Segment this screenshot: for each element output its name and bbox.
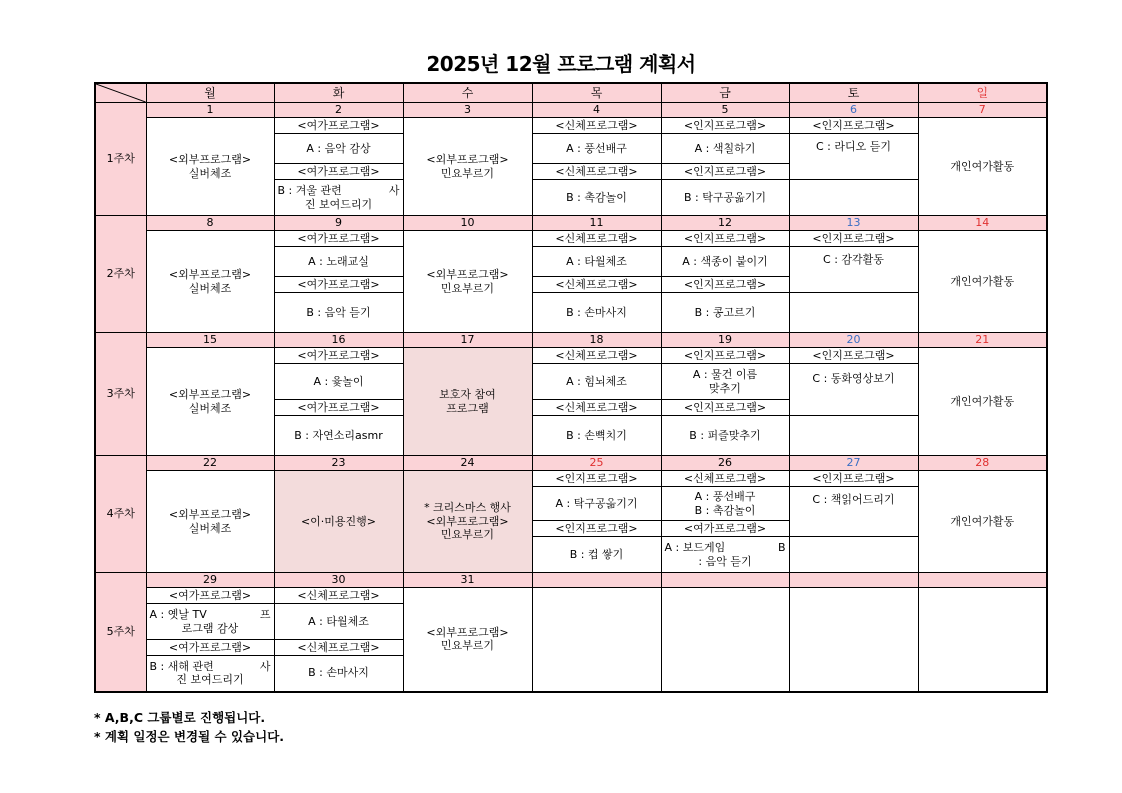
week-label: 3주차 xyxy=(95,333,146,456)
date-cell xyxy=(918,573,1047,588)
date-cell-sun: 21 xyxy=(918,333,1047,348)
program-tag: <신체프로그램> xyxy=(532,231,661,247)
program-tag: <인지프로그램> xyxy=(661,118,789,134)
program-tag: <여가프로그램> xyxy=(274,231,403,247)
program-tag: <인지프로그램> xyxy=(661,348,789,364)
date-cell: 24 xyxy=(403,456,532,471)
day-header-thu: 목 xyxy=(532,83,661,103)
program-tag: <여가프로그램> xyxy=(146,640,274,656)
date-cell: 15 xyxy=(146,333,274,348)
program-tag: <인지프로그램> xyxy=(789,118,918,134)
date-cell xyxy=(532,573,661,588)
program-text: A : 색칠하기 xyxy=(661,134,789,164)
day-header-tue: 화 xyxy=(274,83,403,103)
program-tag: <여가프로그램> xyxy=(274,118,403,134)
program-tag: <인지프로그램> xyxy=(789,231,918,247)
empty-cell xyxy=(918,588,1047,692)
date-cell: 29 xyxy=(146,573,274,588)
date-cell: 23 xyxy=(274,456,403,471)
program-text: A : 타월체조 xyxy=(532,247,661,277)
page-title: 2025년 12월 프로그램 계획서 xyxy=(426,52,696,76)
empty-cell xyxy=(661,588,789,692)
date-cell: 2 xyxy=(274,103,403,118)
program-text: C : 책읽어드리기 xyxy=(789,487,918,537)
program-tag: <외부프로그램> xyxy=(168,152,252,166)
program-text: 민요부르기 xyxy=(440,281,495,295)
program-text: B : 손마사지 xyxy=(532,293,661,333)
program-tag: <인지프로그램> xyxy=(661,400,789,416)
program-text: B : 손마사지 xyxy=(274,656,403,692)
week-label: 4주차 xyxy=(95,456,146,573)
program-text: A : 옛날 TV 프 로그램 감상 xyxy=(146,604,274,640)
program-cell: 개인여가활동 xyxy=(918,231,1047,333)
schedule-table xyxy=(94,82,1048,693)
date-cell-sat: 13 xyxy=(789,216,918,231)
date-cell-sun: 28 xyxy=(918,456,1047,471)
day-header-mon: 월 xyxy=(146,83,274,103)
empty-cell xyxy=(789,588,918,692)
program-cell: 개인여가활동 xyxy=(918,118,1047,216)
program-tag: <외부프로그램> xyxy=(168,507,252,521)
date-cell: 16 xyxy=(274,333,403,348)
date-cell-sun: 7 xyxy=(918,103,1047,118)
program-cell xyxy=(403,588,532,692)
program-text: 민요부르기 xyxy=(440,166,495,180)
date-cell: 19 xyxy=(661,333,789,348)
program-text: A : 노래교실 xyxy=(274,247,403,277)
program-text: A : 힘뇌체조 xyxy=(532,364,661,400)
date-cell: 31 xyxy=(403,573,532,588)
date-cell xyxy=(661,573,789,588)
date-cell-sat: 27 xyxy=(789,456,918,471)
program-cell: 개인여가활동 xyxy=(918,348,1047,456)
program-tag: <외부프로그램> xyxy=(426,152,509,166)
program-text: B : 손뼉치기 xyxy=(532,416,661,456)
date-cell: 5 xyxy=(661,103,789,118)
empty-cell xyxy=(789,293,918,333)
program-text: B : 자연소리asmr xyxy=(274,416,403,456)
program-text: A : 풍선배구 xyxy=(532,134,661,164)
program-tag: <인지프로그램> xyxy=(532,471,661,487)
date-cell xyxy=(789,573,918,588)
program-cell xyxy=(146,231,274,333)
program-text: B : 컵 쌓기 xyxy=(532,537,661,573)
date-cell: 3 xyxy=(403,103,532,118)
date-cell: 9 xyxy=(274,216,403,231)
program-tag: <여가프로그램> xyxy=(661,521,789,537)
program-tag: <여가프로그램> xyxy=(274,164,403,180)
program-tag: <외부프로그램> xyxy=(168,387,252,401)
program-tag: <신체프로그램> xyxy=(661,471,789,487)
date-cell: 18 xyxy=(532,333,661,348)
program-cell: 개인여가활동 xyxy=(918,471,1047,573)
week-label: 2주차 xyxy=(95,216,146,333)
program-text: B : 퍼즐맞추기 xyxy=(661,416,789,456)
program-text: 실버체조 xyxy=(188,166,232,180)
empty-cell xyxy=(789,537,918,573)
date-cell-sun: 14 xyxy=(918,216,1047,231)
program-tag: <외부프로그램> xyxy=(168,267,252,281)
footnotes xyxy=(94,708,284,746)
program-tag: <여가프로그램> xyxy=(274,400,403,416)
program-text: 실버체조 xyxy=(188,281,232,295)
date-cell: 30 xyxy=(274,573,403,588)
program-text: 민요부르기 xyxy=(440,639,495,653)
empty-cell xyxy=(789,180,918,216)
program-tag: <인지프로그램> xyxy=(789,471,918,487)
corner-cell xyxy=(95,83,146,103)
program-tag: <신체프로그램> xyxy=(532,118,661,134)
program-tag: <신체프로그램> xyxy=(274,640,403,656)
program-text: C : 감각활동 xyxy=(789,247,918,293)
date-cell: 10 xyxy=(403,216,532,231)
program-text: A : 색종이 붙이기 xyxy=(661,247,789,277)
program-text: A : 윷놀이 xyxy=(274,364,403,400)
program-text: B : 콩고르기 xyxy=(661,293,789,333)
program-text: A : 풍선배구 B : 촉감놀이 xyxy=(661,487,789,521)
date-cell-sat: 6 xyxy=(789,103,918,118)
date-cell: 4 xyxy=(532,103,661,118)
date-cell-holiday: 25 xyxy=(532,456,661,471)
program-text: A : 물건 이름 맞추기 xyxy=(661,364,789,400)
day-header-sat: 토 xyxy=(789,83,918,103)
program-tag: <인지프로그램> xyxy=(661,164,789,180)
program-text: 실버체조 xyxy=(188,521,232,535)
footnote: * A,B,C 그룹별로 진행됩니다. xyxy=(94,710,266,725)
week-label: 1주차 xyxy=(95,103,146,216)
guardian-program-cell: 보호자 참여 프로그램 xyxy=(403,348,532,456)
program-text: A : 타월체조 xyxy=(274,604,403,640)
program-cell xyxy=(403,231,532,333)
program-tag: <인지프로그램> xyxy=(661,277,789,293)
footnote: * 계획 일정은 변경될 수 있습니다. xyxy=(94,729,285,744)
program-tag: <신체프로그램> xyxy=(532,164,661,180)
program-text: B : 음악 듣기 xyxy=(274,293,403,333)
empty-cell xyxy=(789,416,918,456)
date-cell: 12 xyxy=(661,216,789,231)
christmas-event-cell: * 크리스마스 행사 <외부프로그램> 민요부르기 xyxy=(403,471,532,573)
date-cell: 8 xyxy=(146,216,274,231)
program-text: 실버체조 xyxy=(188,401,232,415)
date-cell: 1 xyxy=(146,103,274,118)
date-cell: 17 xyxy=(403,333,532,348)
day-header-wed: 수 xyxy=(403,83,532,103)
program-tag: <여가프로그램> xyxy=(146,588,274,604)
program-text: B : 탁구공옮기기 xyxy=(661,180,789,216)
program-text: B : 겨울 관련 사 진 보여드리기 xyxy=(274,180,403,216)
program-tag: <인지프로그램> xyxy=(789,348,918,364)
beauty-program-cell: <이·미용진행> xyxy=(274,471,403,573)
program-tag: <여가프로그램> xyxy=(274,277,403,293)
program-tag: <신체프로그램> xyxy=(532,277,661,293)
program-cell xyxy=(146,118,274,216)
program-text: B : 촉감놀이 xyxy=(532,180,661,216)
program-tag: <인지프로그램> xyxy=(532,521,661,537)
empty-cell xyxy=(532,588,661,692)
date-cell: 26 xyxy=(661,456,789,471)
program-cell xyxy=(146,348,274,456)
program-tag: <인지프로그램> xyxy=(661,231,789,247)
program-text: A : 보드게임 B : 음악 듣기 xyxy=(661,537,789,573)
program-tag: <여가프로그램> xyxy=(274,348,403,364)
program-text: C : 라디오 듣기 xyxy=(789,134,918,180)
program-tag: <외부프로그램> xyxy=(426,625,509,639)
program-text: B : 새해 관련 사 진 보여드리기 xyxy=(146,656,274,692)
program-tag: <외부프로그램> xyxy=(426,267,509,281)
program-tag: <신체프로그램> xyxy=(532,348,661,364)
program-text: A : 탁구공옮기기 xyxy=(532,487,661,521)
day-header-fri: 금 xyxy=(661,83,789,103)
date-cell: 11 xyxy=(532,216,661,231)
program-tag: <신체프로그램> xyxy=(274,588,403,604)
day-header-sun: 일 xyxy=(918,83,1047,103)
program-text: C : 동화영상보기 xyxy=(789,364,918,416)
program-text: A : 음악 감상 xyxy=(274,134,403,164)
date-cell: 22 xyxy=(146,456,274,471)
week-label: 5주차 xyxy=(95,573,146,692)
date-cell-sat: 20 xyxy=(789,333,918,348)
program-tag: <신체프로그램> xyxy=(532,400,661,416)
program-cell xyxy=(146,471,274,573)
program-cell xyxy=(403,118,532,216)
